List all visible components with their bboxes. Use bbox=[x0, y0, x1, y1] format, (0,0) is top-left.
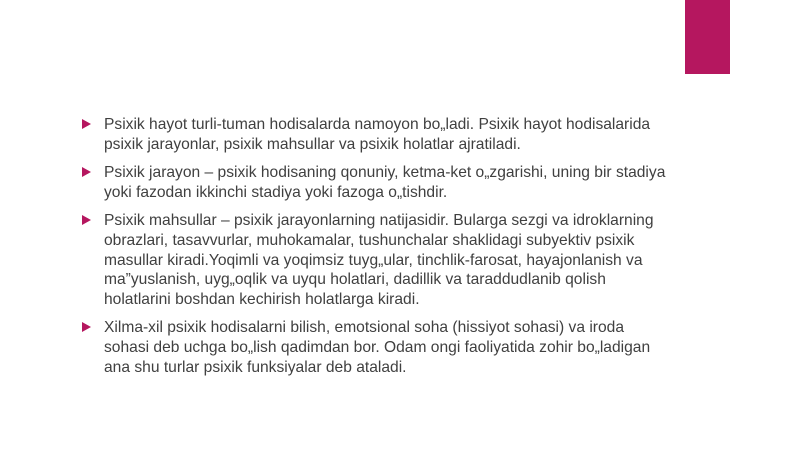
bullet-item bbox=[82, 163, 672, 202]
triangle-right-icon bbox=[82, 119, 91, 129]
triangle-right-icon bbox=[82, 215, 91, 225]
bullet-text: Psixik hayot turli-tuman hodisalarda namoyon bo„ladi. Psixik hayot hodisalarida psixik jarayonlar, psixik mahsullar va psixik holatlar ajratiladi. bbox=[104, 116, 651, 153]
bullet-text: Psixik jarayon – psixik hodisaning qonuniy, ketma-ket o„zgarishi, uning bir stadiya yoki fazodan ikkinchi stadiya yoki fazoga o„tishdir. bbox=[104, 164, 666, 201]
bullet-text: Psixik mahsullar – psixik jarayonlarning natijasidir. Bularga sezgi va idroklarning obrazlari, tasavvurlar, muhokamalar, tushunchalar shaklidagi subyektiv psixik masullar kiradi.Yoqimli va yoqimsiz tuyg„ular, tinchlik-farosat, hayajonlanish va ma”yuslanish, uyg„oqlik va uyqu holatlari, dadillik va taraddudlanib qolish holatlarini boshdan kechirish holatlarga kiradi. bbox=[104, 212, 654, 308]
bullet-item bbox=[82, 211, 672, 309]
triangle-right-icon bbox=[82, 322, 91, 332]
bullet-text: Xilma-xil psixik hodisalarni bilish, emotsional soha (hissiyot sohasi) va iroda sohasi deb uchga bo„lish qadimdan bor. Odam ongi faoliyatida zohir bo„ladigan ana shu turlar psixik funksiyalar deb ataladi. bbox=[104, 319, 651, 376]
triangle-right-icon bbox=[82, 167, 91, 177]
accent-bar bbox=[685, 0, 730, 74]
bullet-list bbox=[82, 115, 672, 386]
bullet-item bbox=[82, 318, 672, 377]
bullet-item bbox=[82, 115, 672, 154]
